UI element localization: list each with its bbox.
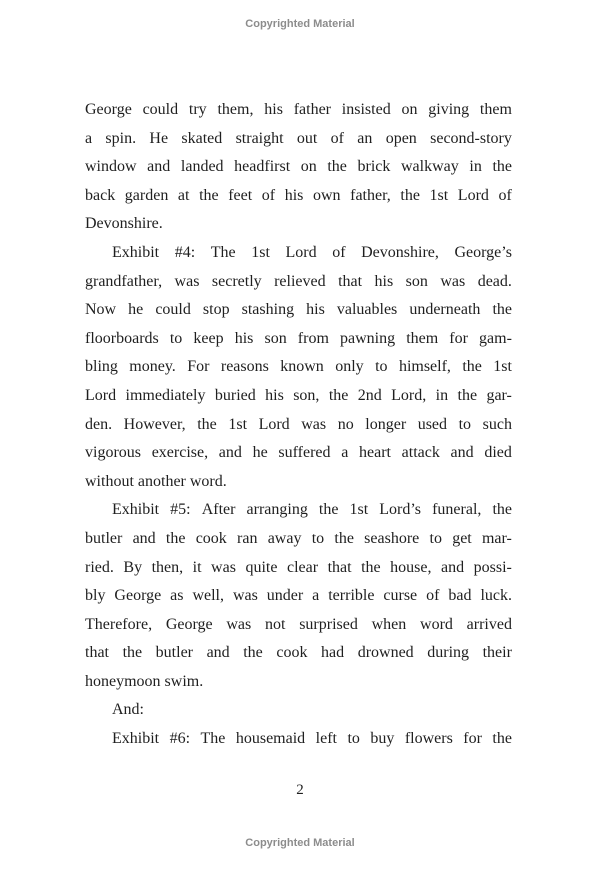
text-line: Exhibit #5: After arranging the 1st Lord’s funeral, the	[112, 501, 512, 519]
copyright-notice-bottom: Copyrighted Material	[245, 837, 355, 849]
text-line: Devonshire.	[85, 215, 163, 233]
text-line: bling money. For reasons known only to himself, the 1st	[85, 358, 512, 376]
text-line: floorboards to keep his son from pawning them for gam-	[85, 329, 512, 347]
text-line: a spin. He skated straight out of an open second-story	[85, 129, 512, 147]
text-line: bly George as well, was under a terrible curse of bad luck.	[85, 587, 512, 605]
text-line: that the butler and the cook had drowned during their	[85, 644, 512, 662]
text-line: Lord immediately buried his son, the 2nd Lord, in the gar-	[85, 386, 512, 404]
copyright-notice-top: Copyrighted Material	[245, 18, 355, 30]
text-line: And:	[112, 701, 144, 719]
text-line: honeymoon swim.	[85, 672, 204, 690]
text-line: without another word.	[85, 472, 227, 490]
text-line: grandfather, was secretly relieved that his son was dead.	[85, 272, 512, 290]
text-line: den. However, the 1st Lord was no longer used to such	[85, 415, 512, 433]
text-line: back garden at the feet of his own father, the 1st Lord of	[85, 186, 512, 204]
text-line: Exhibit #4: The 1st Lord of Devonshire, George’s	[112, 243, 512, 261]
text-line: George could try them, his father insisted on giving them	[85, 101, 512, 118]
body-text	[85, 96, 512, 754]
page-number: 2	[296, 782, 304, 798]
text-line: ried. By then, it was quite clear that the house, and possi-	[85, 558, 512, 576]
text-line: Exhibit #6: The housemaid left to buy flowers for the	[112, 730, 512, 748]
text-line: window and landed headfirst on the brick walkway in the	[85, 158, 512, 176]
text-line: butler and the cook ran away to the seashore to get mar-	[85, 529, 512, 547]
text-line: vigorous exercise, and he suffered a heart attack and died	[85, 444, 512, 462]
text-line: Now he could stop stashing his valuables underneath the	[85, 301, 512, 319]
text-line: Therefore, George was not surprised when word arrived	[85, 615, 512, 633]
